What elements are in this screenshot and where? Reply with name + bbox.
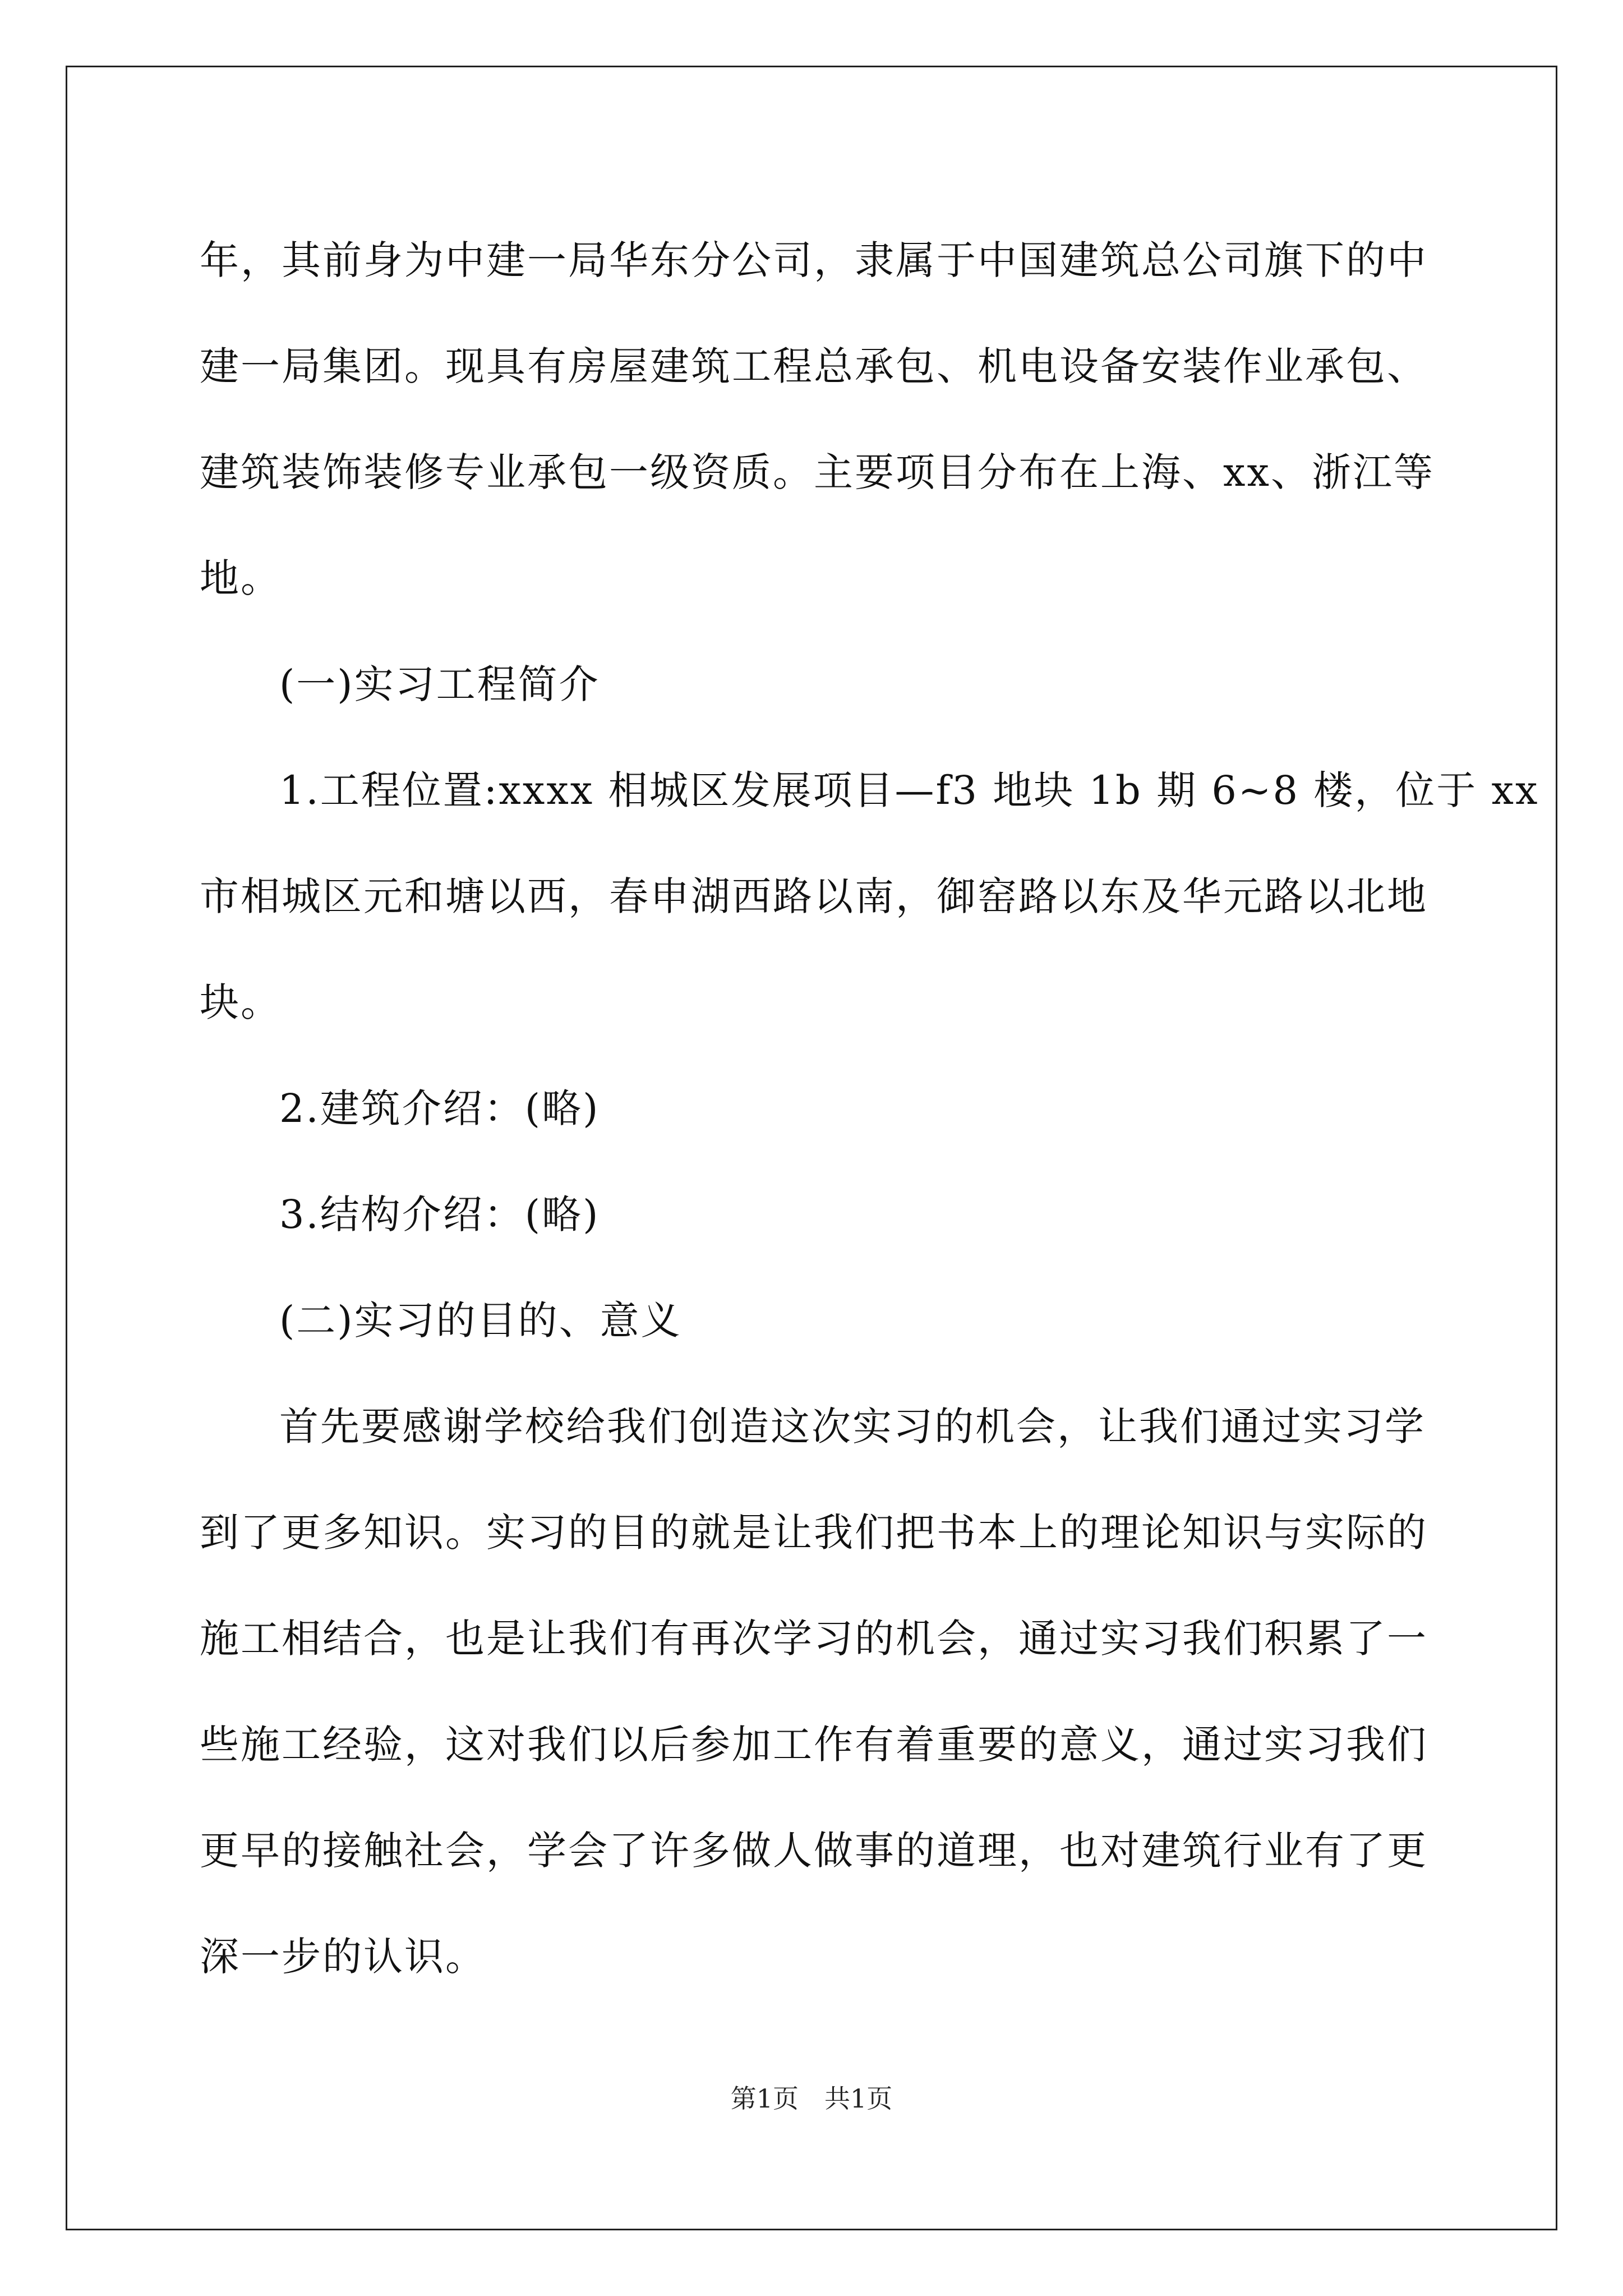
text-line: 施工相结合，也是让我们有再次学习的机会，通过实习我们积累了一: [200, 1616, 1428, 1662]
section-heading: (二)实习的目的、意义: [279, 1297, 682, 1343]
text-line: 些施工经验，这对我们以后参加工作有着重要的意义，通过实习我们: [200, 1722, 1428, 1768]
document-text: [200, 208, 1539, 2010]
document-body: [200, 208, 1539, 2010]
text-line: 块。: [200, 979, 282, 1025]
page-footer: 第1页 共1页: [730, 2083, 893, 2114]
text-line: 首先要感谢学校给我们创造这次实习的机会，让我们通过实习学: [279, 1404, 1426, 1450]
text-line: 到了更多知识。实习的目的就是让我们把书本上的理论知识与实际的: [200, 1510, 1428, 1556]
text-line: 更早的接触社会，学会了许多做人做事的道理，也对建筑行业有了更: [200, 1828, 1428, 1874]
text-line: 1.工程位置:xxxx 相城区发展项目—f3 地块 1b 期 6~8 楼，位于 xx: [279, 767, 1539, 813]
section-heading: (一)实习工程简介: [279, 661, 600, 707]
text-line: 建筑装饰装修专业承包一级资质。主要项目分布在上海、xx、浙江等: [200, 449, 1435, 495]
text-line: 深一步的认识。: [200, 1934, 486, 1980]
text-line: 地。: [200, 555, 282, 601]
text-line: 建一局集团。现具有房屋建筑工程总承包、机电设备安装作业承包、: [200, 343, 1428, 389]
text-line: 2.建筑介绍：(略): [279, 1085, 600, 1131]
text-line: 市相城区元和塘以西，春申湖西路以南，御窑路以东及华元路以北地: [200, 873, 1428, 919]
text-line: 年，其前身为中建一局华东分公司，隶属于中国建筑总公司旗下的中: [200, 237, 1428, 283]
text-line: 3.结构介绍：(略): [279, 1191, 600, 1237]
